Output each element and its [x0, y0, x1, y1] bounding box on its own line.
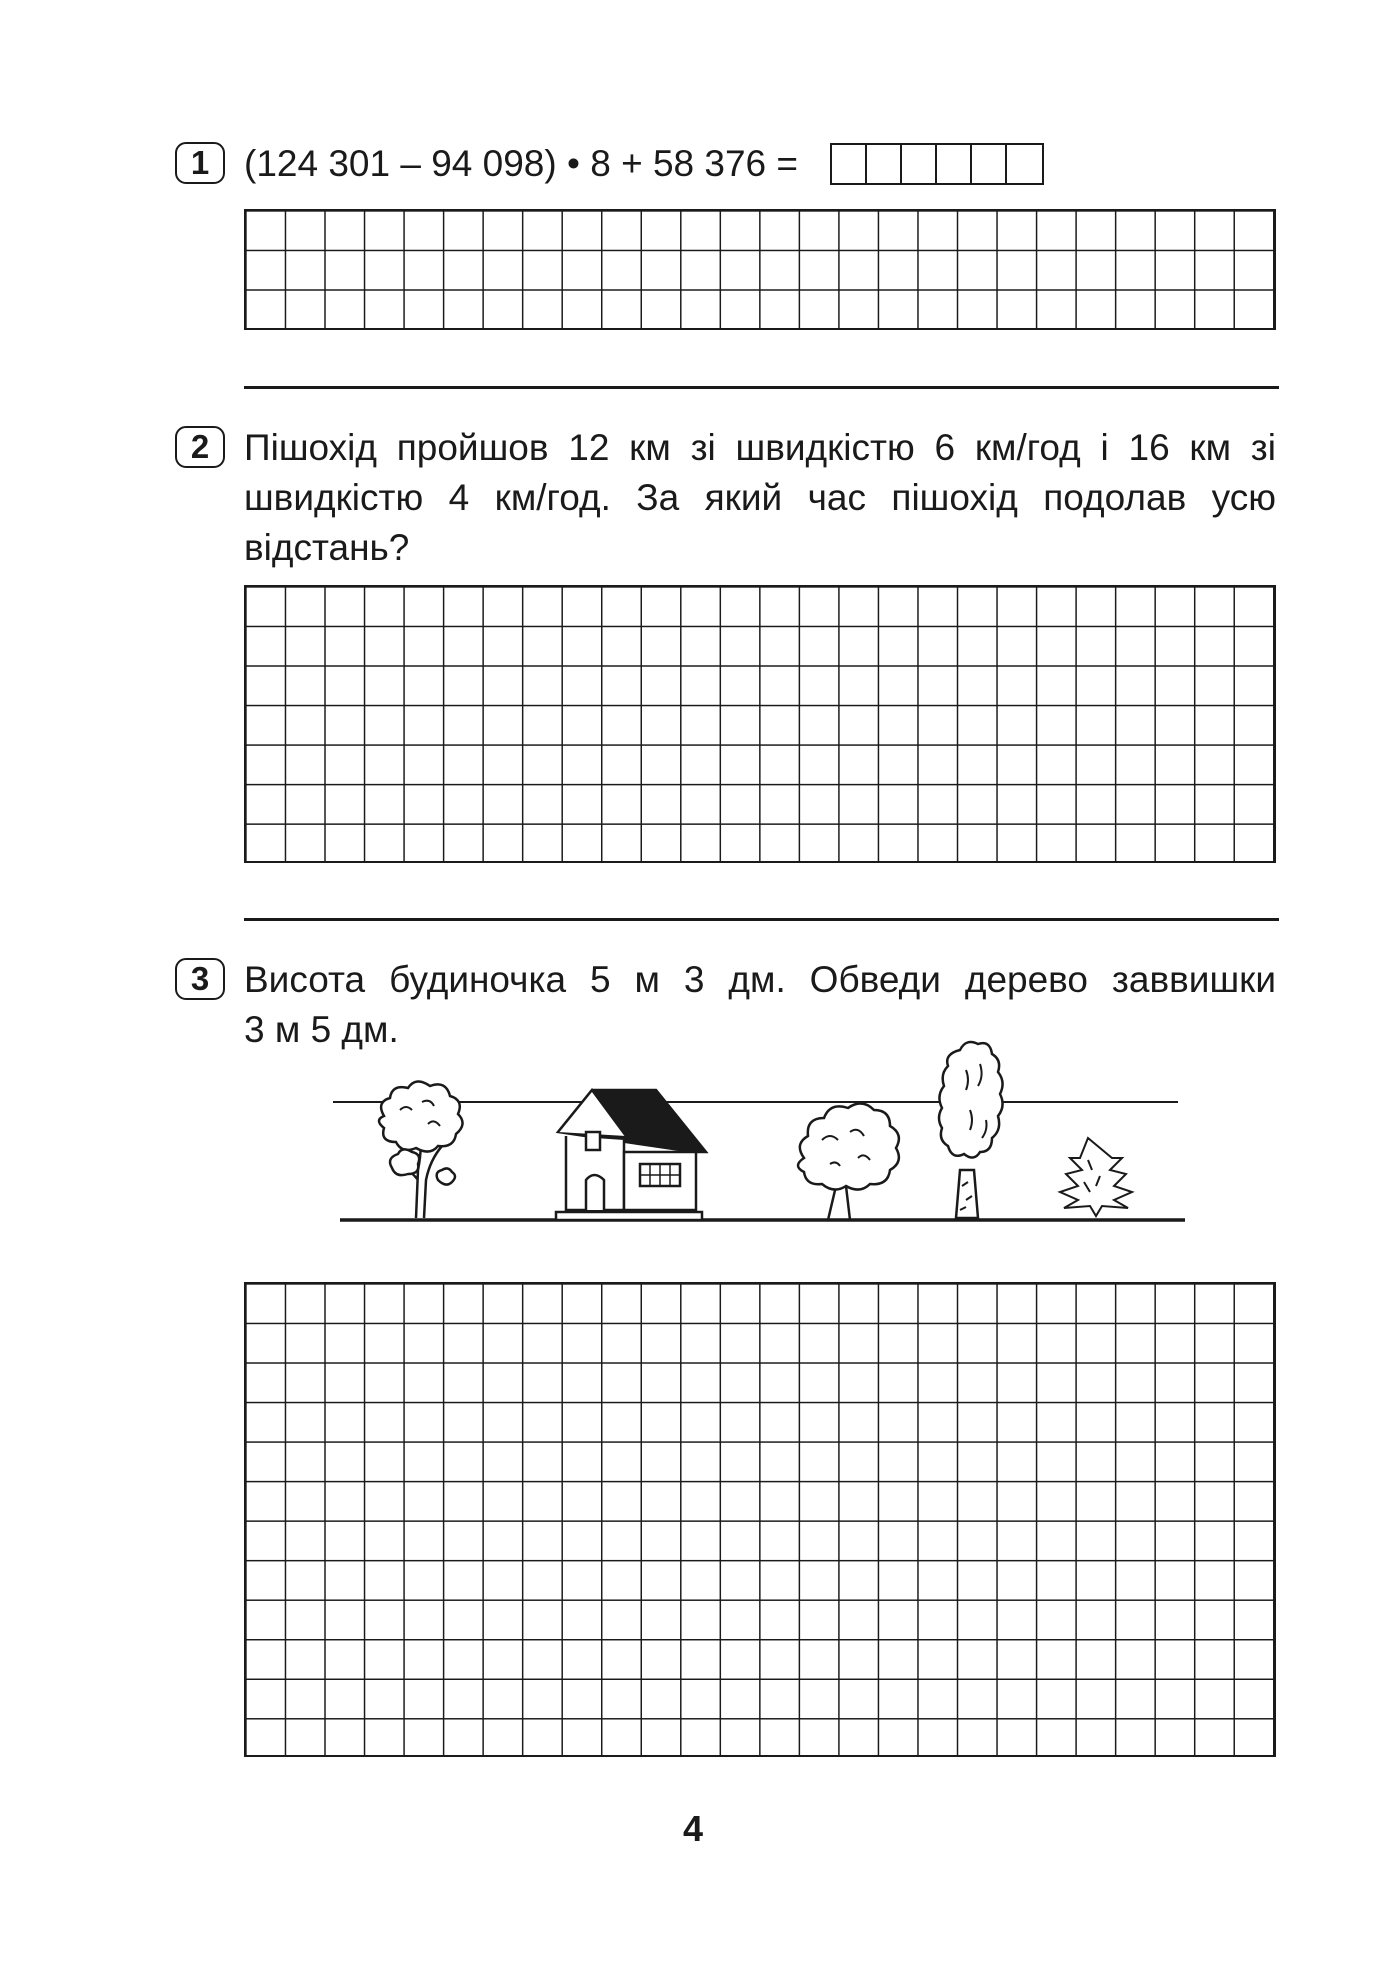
round-tree-icon[interactable] [379, 1081, 463, 1218]
task-1-grid[interactable] [244, 209, 1276, 330]
task-number-badge-2: 2 [175, 426, 225, 468]
house-icon[interactable] [556, 1090, 706, 1220]
task-3-line: 3 м 5 дм. [244, 1009, 399, 1050]
answer-digit-box[interactable] [867, 145, 902, 183]
task-3-line: Висота будиночка 5 м 3 дм. Обведи дерево заввишки [244, 959, 1276, 1000]
answer-digit-box[interactable] [902, 145, 937, 183]
answer-boxes[interactable] [830, 143, 1044, 185]
answer-digit-box[interactable] [832, 145, 867, 183]
task-number-badge-3: 3 [175, 958, 225, 1000]
task-number-badge-1: 1 [175, 142, 225, 184]
page-number: 4 [682, 1808, 704, 1849]
answer-digit-box[interactable] [1007, 145, 1042, 183]
answer-digit-box[interactable] [972, 145, 1007, 183]
task-1-expression: (124 301 – 94 098) • 8 + 58 376 = [244, 143, 799, 184]
task-2-text [244, 423, 1276, 573]
task-2-line: відстань? [244, 527, 410, 568]
spruce-tree-icon[interactable] [1060, 1138, 1132, 1216]
oak-tree-icon[interactable] [798, 1103, 899, 1220]
willow-tree-icon[interactable] [939, 1042, 1003, 1218]
task-2-grid[interactable] [244, 585, 1276, 863]
task-2-line: Пішохід пройшов 12 км зі швидкістю 6 км/год і 16 км зі [244, 427, 1276, 468]
task-2-line: швидкістю 4 км/год. За який час пішохід подолав усю [244, 477, 1276, 518]
answer-digit-box[interactable] [937, 145, 972, 183]
divider-2 [244, 918, 1279, 921]
height-comparison-scene [330, 1040, 1192, 1230]
divider-1 [244, 386, 1279, 389]
task-3-grid[interactable] [244, 1282, 1276, 1757]
